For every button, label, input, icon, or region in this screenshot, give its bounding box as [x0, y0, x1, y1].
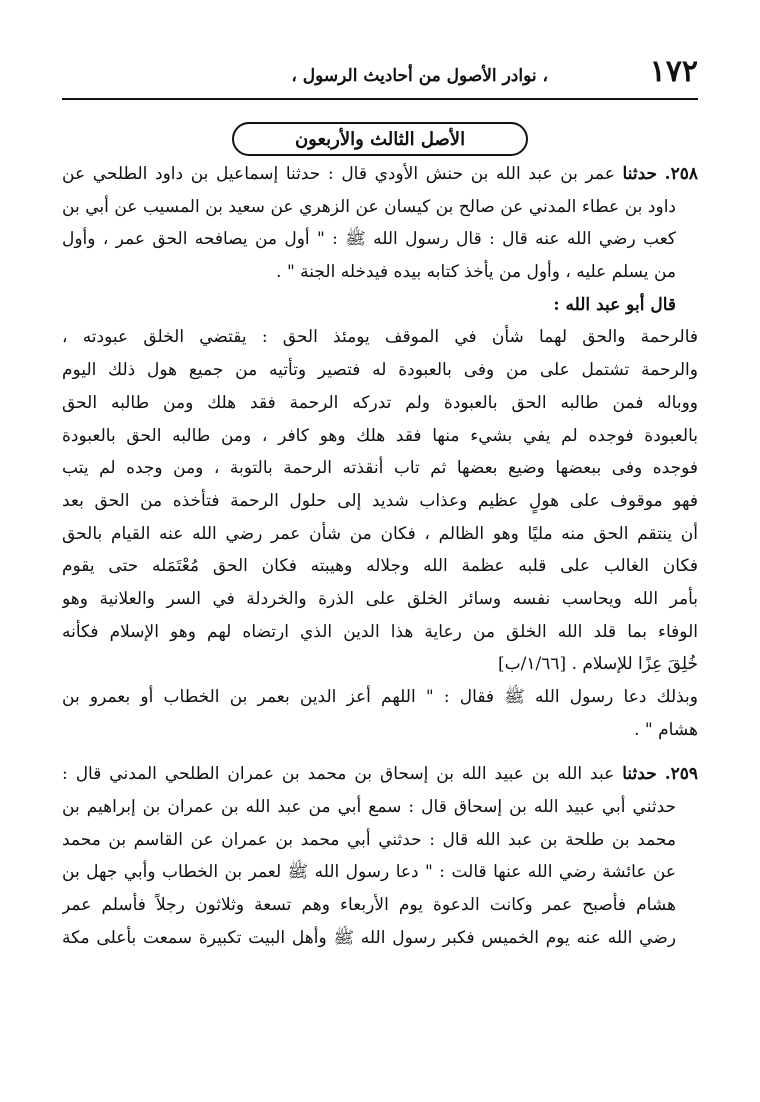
commentary-line-12: وبذلك دعا رسول الله ﷺ فقال : " اللهم أعز الدين بعمر بن الخطاب أو بعمرو بن [62, 687, 698, 707]
commentary-line-4: بالعبودة فوجده لم يفي بشيء منها فقد هلك وهو كافر ، ومن طالبه الحق بالعبودة [62, 425, 698, 446]
commentary-speaker: قال أبو عبد الله : [553, 294, 676, 315]
body-text [62, 158, 698, 955]
hadith-keyword: حدثنا [622, 764, 657, 785]
hadith-259-line-4: عن عائشة رضي الله عنها قالت : " دعا رسول الله ﷺ لعمر بن الخطاب وأبي جهل بن [62, 862, 676, 883]
page-header [62, 52, 698, 100]
hadith-259-line-5: هشام فأصبح عمر وكانت الدعوة يوم الأربعاء وهم تسعة وثلاثون رجلاً فأسلم عمر [62, 895, 676, 916]
commentary-line-8: فكان الغالب على قلبه عظمة الله وجلاله وهيبته فكان الحق مُعْتَمَله حتى يقوم [62, 556, 698, 577]
hadith-259-line-2: حدثني أبي عبيد الله بن إسحاق قال : سمع أبي من عبد الله بن عمران بن إبراهيم بن [62, 797, 676, 818]
commentary-line-9: بأمر الله ويحاسب نفسه وسائر الخلق على الذرة والخردلة في السر والعلانية وهو [62, 588, 698, 609]
hadith-259-line-3: محمد بن طلحة بن عبد الله قال : حدثني أبي محمد بن عمران عن القاسم بن محمد [62, 829, 676, 850]
commentary-line-2: والرحمة تشتمل على من وفى بالعبودة له فتصير وتأتيه من جميع هول ذلك اليوم [62, 360, 698, 381]
section-title: الأصل الثالث والأربعون [294, 128, 466, 150]
hadith-258-line-1 [62, 158, 698, 191]
paragraph-gap [62, 746, 698, 758]
commentary-line-11: خُلِقَ عِزًا للإسلام . [١/٦٦/ب] [498, 654, 698, 675]
hadith-text: عمر بن عبد الله بن حنش الأودي قال : حدثنا إسماعيل بن داود الطلحي عن [62, 164, 615, 184]
hadith-258-line-4: من يسلم عليه ، وأول من يأخذ كتابه بيده فيدخله الجنة " . [276, 262, 676, 283]
hadith-259-line-6: رضي الله عنه يوم الخميس فكبر رسول الله ﷺ وأهل البيت تكبيرة سمعت بأعلى مكة [62, 927, 676, 948]
commentary-line-6: فهو موقوف على هولٍ عظيم وعذاب شديد إلى حلول الرحمة فتأخذه من الحق بعد [62, 490, 698, 511]
hadith-number: ٢٥٩. [664, 764, 698, 785]
commentary-line-1: فالرحمة والحق لهما شأن في الموقف يومئذ الحق : يقتضي الخلق عبودته ، [62, 327, 698, 348]
hadith-259-line-1 [62, 758, 698, 791]
page-number: ١٧٢ [649, 54, 698, 89]
commentary-line-7: أن ينتقم الحق منه مليًا وهو الظالم ، فكان من شأن عمر رضي الله عنه القيام بالحق [62, 523, 698, 544]
hadith-258-line-3: كعب رضي الله عنه قال : قال رسول الله ﷺ : " أول من يصافحه الحق عمر ، وأول [62, 229, 676, 250]
hadith-text: عبد الله بن عبيد الله بن إسحاق بن محمد بن عمران الطلحي المدني قال : [62, 764, 615, 785]
commentary-line-10: الوفاء بما قلد الله الخلق من رعاية هذا الدين الذي ارتضاه لهم وهو الإسلام فكأنه [62, 621, 698, 642]
commentary-line-5: فوجده وفى ببعضها وضيع بعضها ثم تاب أنقذته الرحمة بالتوبة ، ومن وجده لم يتب [62, 458, 698, 479]
hadith-number: ٢٥٨. [664, 164, 698, 184]
commentary-line-13: هشام " . [634, 719, 698, 740]
hadith-258-line-2: داود بن عطاء المدني عن صالح بن كيسان عن الزهري عن سعيد بن المسيب عن أبي بن [62, 196, 676, 217]
section-title-frame [232, 122, 528, 156]
commentary-line-3: ووباله فمن طالبه الحق بالعبودة ولم تدركه الرحمة فقد هلك ومن طالبه الحق [62, 392, 698, 413]
hadith-keyword: حدثنا [622, 164, 658, 184]
running-title: ، نوادر الأصول من أحاديث الرسول ، [291, 66, 548, 86]
